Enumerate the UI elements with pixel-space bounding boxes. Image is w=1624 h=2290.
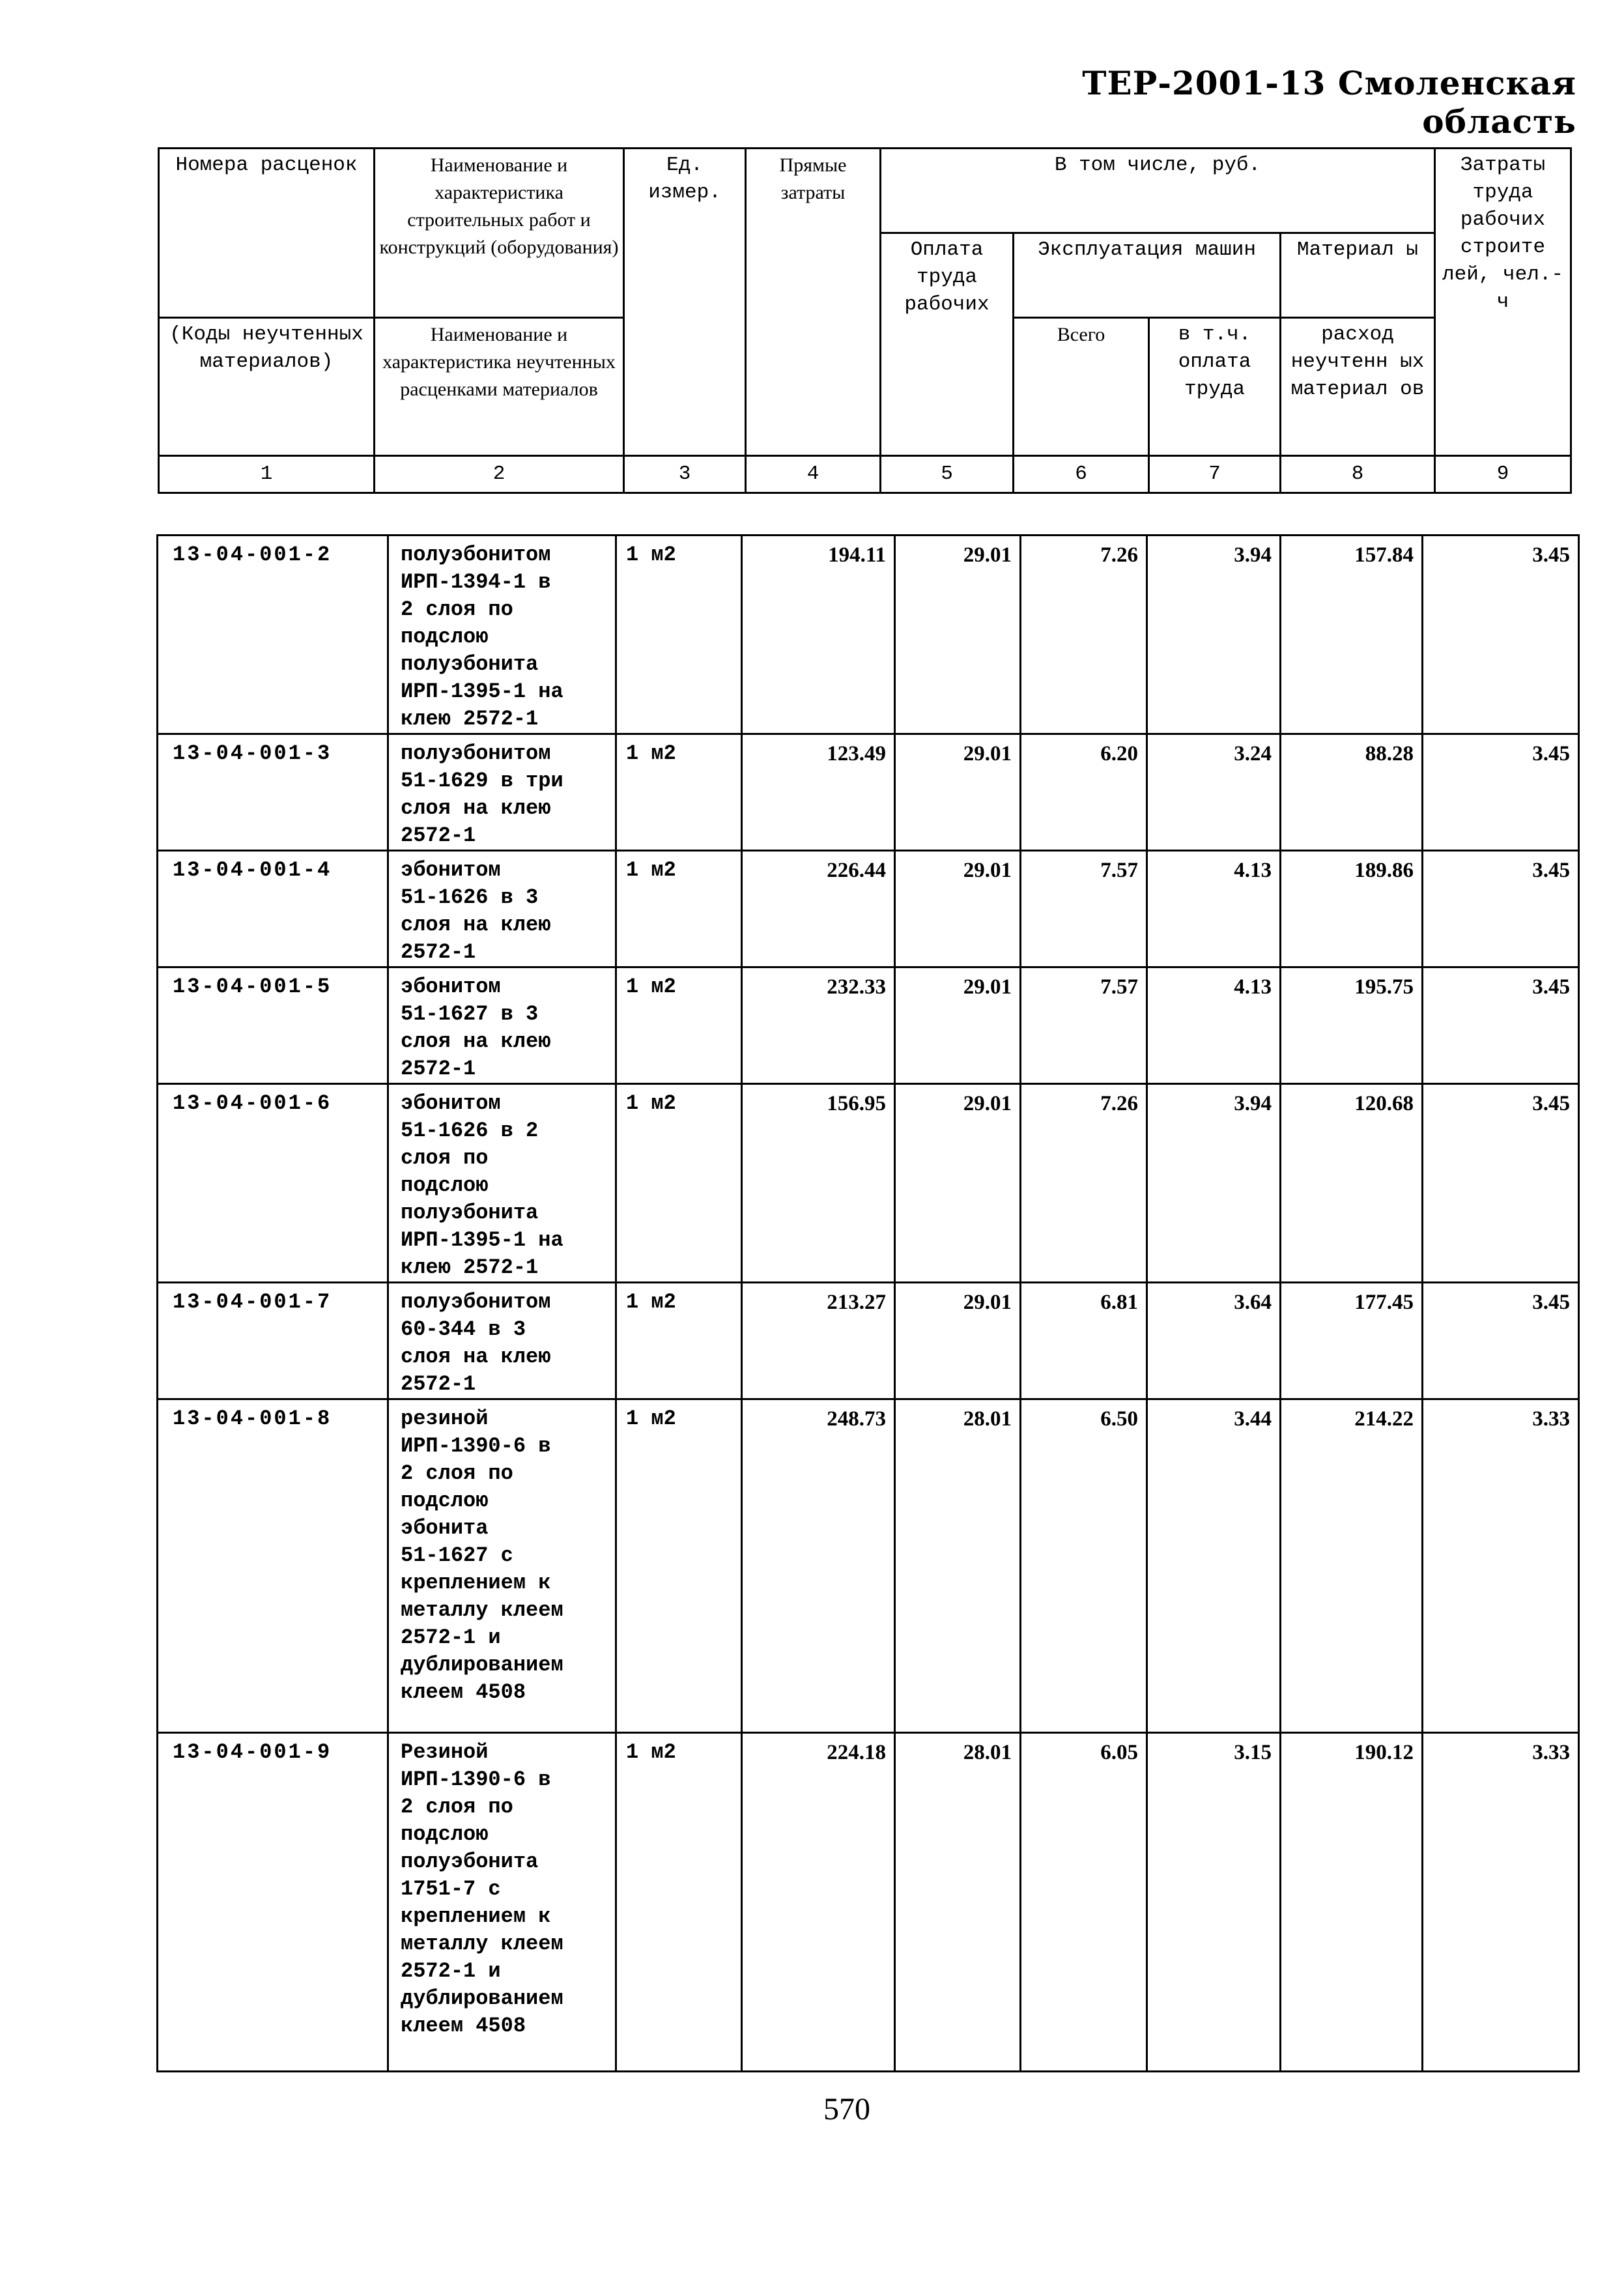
header-col3: Ед. измер. [624,149,746,456]
work-description: резиной ИРП-1390-6 в 2 слоя по подслою эбонита 51-1627 с креплением к металлу клеем 2572-1 и дублированием клеем 4508 [388,1399,616,1733]
rate-code: 13-04-001-6 [158,1084,388,1283]
header-col5: Оплата труда рабочих [881,233,1014,456]
rate-code: 13-04-001-4 [158,851,388,967]
column-number: 4 [746,456,881,493]
work-description: эбонитом 51-1626 в 3 слоя на клею 2572-1 [388,851,616,967]
table-row [158,967,1579,1084]
labor-hours: 3.45 [1423,851,1579,967]
machines-labor: 4.13 [1147,967,1281,1084]
table-row [158,734,1579,851]
unit-of-measure: 1 м2 [616,536,742,734]
table-row [158,1283,1579,1399]
materials-cost: 157.84 [1281,536,1423,734]
machines-labor: 4.13 [1147,851,1281,967]
unit-of-measure: 1 м2 [616,734,742,851]
labor-wages: 29.01 [895,536,1021,734]
header-col2-top: Наименование и характеристика строительных работ и конструкций (оборудования) [375,149,624,318]
machines-labor: 3.94 [1147,536,1281,734]
work-description: полуэбонитом 51-1629 в три слоя на клею 2572-1 [388,734,616,851]
direct-costs: 123.49 [742,734,895,851]
materials-cost: 214.22 [1281,1399,1423,1733]
unit-of-measure: 1 м2 [616,1084,742,1283]
rate-code: 13-04-001-2 [158,536,388,734]
labor-hours: 3.45 [1423,1084,1579,1283]
rate-code: 13-04-001-8 [158,1399,388,1733]
unit-of-measure: 1 м2 [616,1733,742,2072]
unit-of-measure: 1 м2 [616,1283,742,1399]
table-row [158,1733,1579,2072]
column-number: 6 [1014,456,1149,493]
header-col6-group: Эксплуатация машин [1014,233,1281,318]
machines-total: 6.05 [1021,1733,1147,2072]
machines-total: 6.81 [1021,1283,1147,1399]
direct-costs: 194.11 [742,536,895,734]
header-group: В том числе, руб. [881,149,1435,233]
header-col7: в т.ч. оплата труда [1149,318,1281,456]
labor-wages: 28.01 [895,1733,1021,2072]
rate-code: 13-04-001-7 [158,1283,388,1399]
work-description: Резиной ИРП-1390-6 в 2 слоя по подслою полуэбонита 1751-7 с креплением к металлу клеем 2572-1 и дублированием клеем 4508 [388,1733,616,2072]
header-col6: Всего [1014,318,1149,456]
machines-total: 7.26 [1021,1084,1147,1283]
rates-table [156,534,1580,2072]
rate-code: 13-04-001-9 [158,1733,388,2072]
rate-code: 13-04-001-5 [158,967,388,1084]
work-description: полуэбонитом ИРП-1394-1 в 2 слоя по подслою полуэбонита ИРП-1395-1 на клею 2572-1 [388,536,616,734]
machines-labor: 3.64 [1147,1283,1281,1399]
header-col8-bottom: расход неучтенн ых материал ов [1281,318,1435,456]
page-number: 570 [823,2092,870,2126]
column-number: 9 [1435,456,1571,493]
direct-costs: 226.44 [742,851,895,967]
column-number: 2 [375,456,624,493]
column-number: 5 [881,456,1014,493]
header-col8-top: Материал ы [1281,233,1435,318]
machines-total: 7.26 [1021,536,1147,734]
header-col2-bottom: Наименование и характеристика неучтенных расценками материалов [375,318,624,456]
labor-hours: 3.45 [1423,536,1579,734]
direct-costs: 248.73 [742,1399,895,1733]
machines-labor: 3.15 [1147,1733,1281,2072]
materials-cost: 120.68 [1281,1084,1423,1283]
document-title: ТЕР-2001-13 Смоленская область [1082,64,1576,141]
materials-cost: 195.75 [1281,967,1423,1084]
materials-cost: 177.45 [1281,1283,1423,1399]
unit-of-measure: 1 м2 [616,1399,742,1733]
work-description: полуэбонитом 60-344 в 3 слоя на клею 2572-1 [388,1283,616,1399]
direct-costs: 156.95 [742,1084,895,1283]
materials-cost: 88.28 [1281,734,1423,851]
labor-hours: 3.45 [1423,734,1579,851]
column-number: 7 [1149,456,1281,493]
unit-of-measure: 1 м2 [616,851,742,967]
materials-cost: 189.86 [1281,851,1423,967]
machines-labor: 3.24 [1147,734,1281,851]
machines-total: 6.20 [1021,734,1147,851]
machines-total: 7.57 [1021,851,1147,967]
header-col1-bottom: (Коды неучтенных материалов) [159,318,375,456]
labor-wages: 29.01 [895,1084,1021,1283]
column-number: 1 [159,456,375,493]
machines-labor: 3.44 [1147,1399,1281,1733]
column-number: 8 [1281,456,1435,493]
table-row [158,536,1579,734]
machines-total: 7.57 [1021,967,1147,1084]
labor-wages: 29.01 [895,851,1021,967]
table-header [158,147,1572,494]
materials-cost: 190.12 [1281,1733,1423,2072]
labor-wages: 29.01 [895,967,1021,1084]
machines-total: 6.50 [1021,1399,1147,1733]
labor-wages: 29.01 [895,1283,1021,1399]
column-number: 3 [624,456,746,493]
work-description: эбонитом 51-1627 в 3 слоя на клею 2572-1 [388,967,616,1084]
table-row [158,1084,1579,1283]
labor-hours: 3.45 [1423,967,1579,1084]
labor-wages: 28.01 [895,1399,1021,1733]
unit-of-measure: 1 м2 [616,967,742,1084]
machines-labor: 3.94 [1147,1084,1281,1283]
labor-hours: 3.33 [1423,1399,1579,1733]
header-col1-top: Номера расценок [159,149,375,318]
labor-hours: 3.45 [1423,1283,1579,1399]
direct-costs: 213.27 [742,1283,895,1399]
direct-costs: 232.33 [742,967,895,1084]
rate-code: 13-04-001-3 [158,734,388,851]
labor-wages: 29.01 [895,734,1021,851]
table-row [158,851,1579,967]
header-col9: Затраты труда рабочих строите лей, чел.-ч [1435,149,1571,456]
header-col4: Прямые затраты [746,149,881,456]
table-row [158,1399,1579,1733]
direct-costs: 224.18 [742,1733,895,2072]
work-description: эбонитом 51-1626 в 2 слоя по подслою полуэбонита ИРП-1395-1 на клею 2572-1 [388,1084,616,1283]
labor-hours: 3.33 [1423,1733,1579,2072]
